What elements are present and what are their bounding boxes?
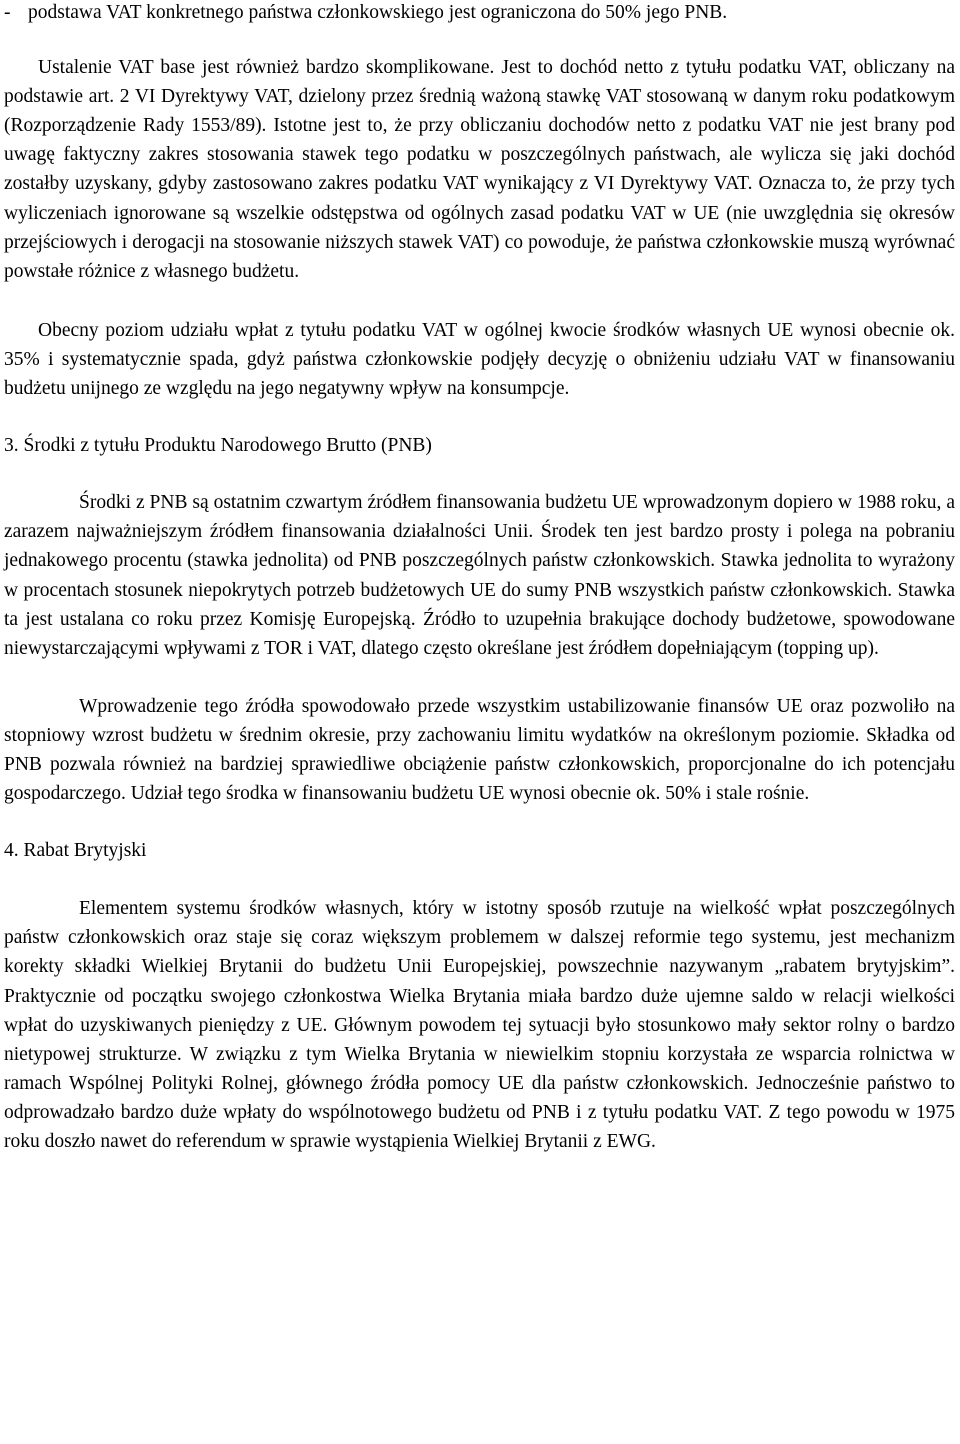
paragraph-uk-rebate: Elementem systemu środków własnych, który w istotny sposób rzutuje na wielkość wpłat poszczególnych państw członkowskich oraz staje się coraz większym problemem w dalszej reformie tego systemu, jest mechanizm korekty składki Wielkiej Brytanii do budżetu Unii Europejskiej, powszechnie nazywanym „rabatem brytyjskim”. Praktycznie od początku swojego członkostwa Wielka Brytania miała bardzo duże ujemne saldo w relacji wielkości wpłat do uzyskiwanych pieniędzy z UE. Głównym powodem tej sytuacji było stosunkowo mały sektor rolny o bardzo nietypowej strukturze. W związku z tym Wielka Brytania w niewielkim stopniu korzystała ze wsparcia rolnictwa w ramach Wspólnej Polityki Rolnej, głównego źródła pomocy UE dla państw członkowskich. Jednocześnie państwo to odprowadzało bardzo duże wpłaty do wspólnotowego budżetu od PNB i z tytułu podatku VAT. Z tego powodu w 1975 roku doszło nawet do referendum w sprawie wystąpienia Wielkiej Brytanii z EWG. <box>4 898 955 1152</box>
bullet-dash: - <box>4 2 11 23</box>
paragraph-pnb-source: Środki z PNB są ostatnim czwartym źródłem finansowania budżetu UE wprowadzonym dopiero w 1988 roku, a zarazem najważniejszym źródłem finansowania działalności Unii. Środek ten jest bardzo prosty i polega na pobraniu jednakowego procentu (stawka jednolita) od PNB poszczególnych państw członkowskich. Stawka jednolita to wyrażony w procentach stosunek niepokrytych potrzeb budżetowych UE do sumy PNB wszystkich państw członkowskich. Stawka ta jest ustalana co roku przez Komisję Europejską. Źródło to uzupełnia brakujące dochody budżetowe, spowodowane niewystarczającymi wpływami z TOR i VAT, dlatego często określane jest źródłem dopełniającym (topping up). <box>4 492 955 659</box>
section-heading-pnb: 3. Środki z tytułu Produktu Narodowego Brutto (PNB) <box>4 435 432 457</box>
paragraph-pnb-effects: Wprowadzenie tego źródła spowodowało przede wszystkim ustabilizowanie finansów UE oraz pozwoliło na stopniowy wzrost budżetu w średnim okresie, przy zachowaniu limitu wydatków na określonym poziomie. Składka od PNB pozwala również na bardziej sprawiedliwe obciążenie państw członkowskich, proporcjonalne do ich potencjału gospodarczego. Udział tego środka w finansowaniu budżetu UE wynosi obecnie ok. 50% i stale rośnie. <box>4 695 955 805</box>
bullet-item <box>4 0 955 27</box>
document-page <box>4 0 955 1156</box>
paragraph-vat-share: Obecny poziom udziału wpłat z tytułu podatku VAT w ogólnej kwocie środków własnych UE wynosi obecnie ok. 35% i systematycznie spada, gdyż państwa członkowskie podjęły decyzję o obniżeniu udziału VAT w finansowaniu budżetu unijnego ze względu na jego negatywny wpływ na konsumpcje. <box>4 319 955 400</box>
bullet-text: podstawa VAT konkretnego państwa członkowskiego jest ograniczona do 50% jego PNB. <box>28 2 728 23</box>
section-heading-rebate: 4. Rabat Brytyjski <box>4 840 147 862</box>
paragraph-vat-base: Ustalenie VAT base jest również bardzo skomplikowane. Jest to dochód netto z tytułu podatku VAT, obliczany na podstawie art. 2 VI Dyrektywy VAT, dzielony przez średnią ważoną stawkę VAT stosowaną w danym roku podatkowym (Rozporządzenie Rady 1553/89). Istotne jest to, że przy obliczaniu dochodów netto z podatku VAT nie jest brany pod uwagę faktyczny zakres stosowania stawek tego podatku w poszczególnych państwach, ale wylicza się jaki dochód zostałby uzyskany, gdyby zastosowano zakres podatku VAT wynikający z VI Dyrektywy VAT. Oznacza to, że przy tych wyliczeniach ignorowane są wszelkie odstępstwa od ogólnych zasad podatku VAT w UE (nie uwzględnia się okresów przejściowych i derogacji na stosowanie niższych stawek VAT) co powoduje, że państwa członkowskie muszą wyrównać powstałe różnice z własnego budżetu. <box>4 57 955 282</box>
